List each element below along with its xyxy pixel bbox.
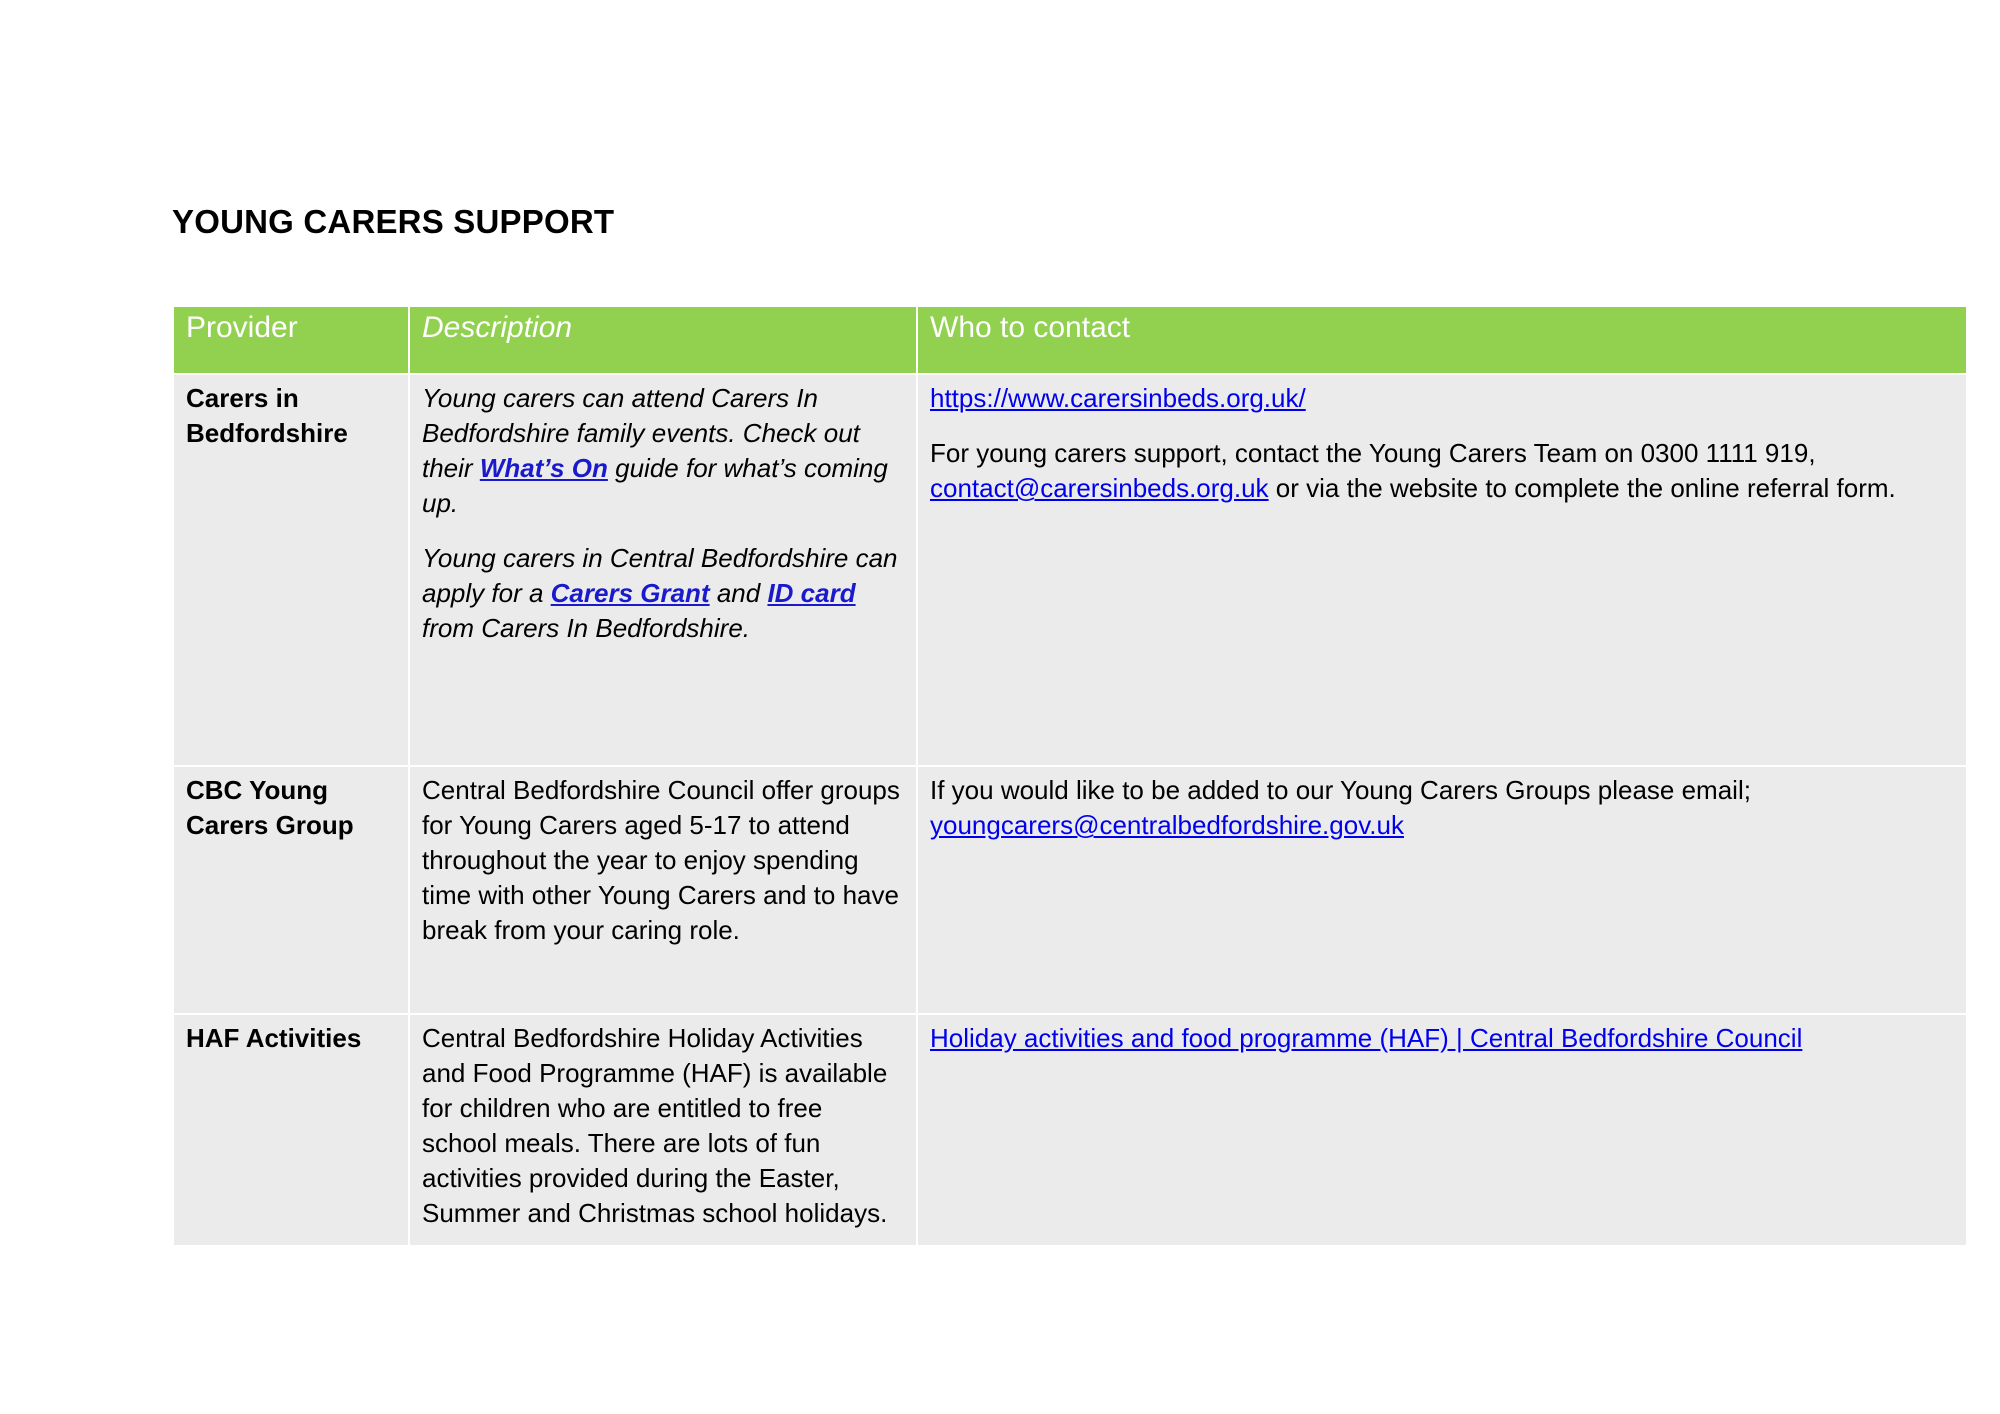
haf-programme-link[interactable]: Holiday activities and food programme (HAF) | Central Bedfordshire Council: [930, 1023, 1803, 1053]
whats-on-link[interactable]: What’s On: [479, 453, 608, 483]
header-contact: Who to contact: [917, 306, 1967, 374]
header-provider: Provider: [173, 306, 409, 374]
support-table: [172, 305, 1968, 1247]
carersinbeds-website-link[interactable]: https://www.carersinbeds.org.uk/: [930, 383, 1306, 413]
contact-text: If you would like to be added to our Young Carers Groups please email;: [930, 775, 1751, 805]
table-row: [173, 766, 1967, 1014]
carersinbeds-email-link[interactable]: contact@carersinbeds.org.uk: [930, 473, 1269, 503]
contact-text: For young carers support, contact the Young Carers Team on 0300 1111 919,: [930, 438, 1816, 468]
youngcarers-email-link[interactable]: youngcarers@centralbedfordshire.gov.uk: [930, 810, 1404, 840]
provider-cell: HAF Activities: [173, 1014, 409, 1246]
contact-paragraph: [930, 436, 1954, 506]
description-cell: Central Bedfordshire Council offer groups for Young Carers aged 5-17 to attend throughout the year to enjoy spending time with other Young Carers and to have break from your caring role.: [409, 766, 917, 1014]
contact-text: or via the website to complete the online referral form.: [1268, 473, 1896, 503]
id-card-link[interactable]: ID card: [767, 578, 856, 608]
table-body: [173, 374, 1967, 1246]
provider-cell: Carers in Bedfordshire: [173, 374, 409, 766]
contact-cell: [917, 1014, 1967, 1246]
header-row: [173, 306, 1967, 374]
description-cell: Central Bedfordshire Holiday Activities and Food Programme (HAF) is available for children who are entitled to free school meals. There are lots of fun activities provided during the Easter, Summer and Christmas school holidays.: [409, 1014, 917, 1246]
description-cell: [409, 374, 917, 766]
description-paragraph: [422, 541, 904, 646]
contact-cell: [917, 766, 1967, 1014]
description-text: from Carers In Bedfordshire.: [422, 613, 751, 643]
description-text: Young carers in Central Bedfordshire can apply for a: [422, 543, 898, 608]
carers-grant-link[interactable]: Carers Grant: [550, 578, 710, 608]
description-text: Young carers can attend Carers In Bedfordshire family events. Check out their: [422, 383, 860, 483]
description-text: and: [709, 578, 768, 608]
table-header: [173, 306, 1967, 374]
contact-cell: [917, 374, 1967, 766]
header-description: Description: [409, 306, 917, 374]
table-row: [173, 374, 1967, 766]
description-paragraph: [422, 381, 904, 521]
description-text: guide for what’s coming up.: [422, 453, 888, 518]
provider-cell: CBC Young Carers Group: [173, 766, 409, 1014]
table-row: [173, 1014, 1967, 1246]
contact-paragraph: [930, 381, 1954, 416]
page-title: YOUNG CARERS SUPPORT: [172, 203, 615, 240]
